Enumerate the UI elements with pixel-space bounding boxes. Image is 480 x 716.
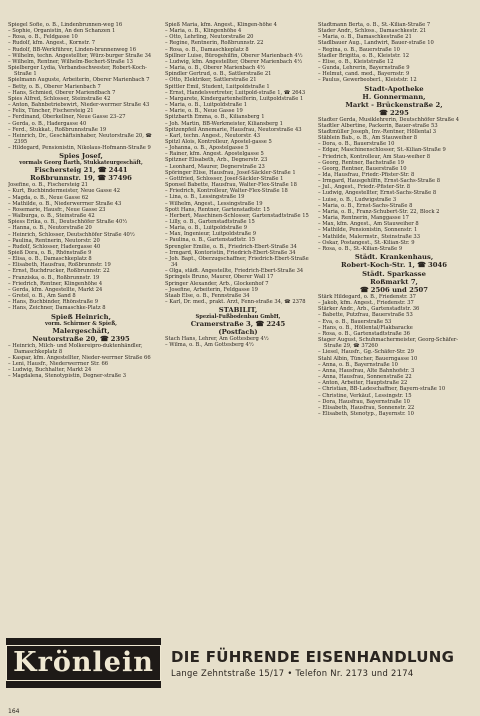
directory-entry: – Georg, Rentner, Bauerstraße 10 <box>318 165 407 172</box>
directory-entry: – Christian, BB-Ladeschaffner, Bayern-straße 10 <box>318 386 446 393</box>
directory-entry: – Ida, Hausfrau, Friedr.-Pfister-Str. 8 <box>318 171 415 178</box>
directory-entry: – Paulina, Rentnerin, Neutorstr. 20 <box>8 237 100 244</box>
business-listing <box>318 85 470 117</box>
business-listing <box>318 253 470 269</box>
directory-entry: – Regina, o. B., Bauerstraße 10 <box>318 46 400 53</box>
directory-entry: – Franziska, o. B., Roßbrunnstr. 19 <box>8 274 100 281</box>
directory-entry: – Elise, o. B., Kleiststraße 12 <box>318 58 394 65</box>
directory-entry: – Johanna, o. B., Apostelgasse 5 <box>165 145 249 152</box>
directory-entry: – Marie, o. B., Neue Gasse 19 <box>165 108 243 115</box>
directory-entry: Spitzl Alois, Kontrolleur, Apostel-gasse 5 <box>165 138 272 145</box>
directory-entry: – Max, Ingenieur, Luitpoldstraße 9 <box>165 231 257 238</box>
directory-entry: – Luise, o. B., Ludwigstraße 3 <box>318 196 397 203</box>
directory-entry: – Gerda, kfm. Angestellte, Markt 24 <box>8 286 103 293</box>
directory-entry: – Friedrich, Rentner, Klingenhöhe 4 <box>8 280 103 287</box>
directory-entry: – Leonhard, Maurer, Degnerstraße 23 <box>165 163 265 170</box>
directory-entry: – Ernst, Handelsvertreter, Luitpold-straße 1, ☎ 2643 <box>165 89 306 96</box>
directory-entry: – Mathilde, Malermstr., Steinstraße 33 <box>318 233 421 240</box>
directory-entry: – Josefine, Arbeiterin, Feldgasse 19 <box>165 286 258 293</box>
directory-entry: – Babette, Putzfrau, Bauerstraße 53 <box>318 312 413 319</box>
directory-entry: – Wilhelm, Angest., Lessingstraße 19 <box>165 200 263 207</box>
directory-entry: – Lilly, o. B., Gartenstadtstraße 15 <box>165 219 255 225</box>
directory-entry: Sponsel Babette, Hausfrau, Walter-Flex-Straße 18 <box>165 182 297 189</box>
directory-entry: Sprengler Emilie, o. B., Friedrich-Ebert-Straße 34 <box>165 243 297 250</box>
directory-entry: – Rosemarie, Hausfr., Neue Gasse 23 <box>8 206 106 213</box>
directory-entry: – Hans, Buchbinder, Rhönstraße 9 <box>8 299 98 306</box>
business-address: H. Gonnermann, <box>362 92 426 101</box>
directory-entry: – Heinrich, Milch- und Molkereipro-duktenhändler, Damaschkeplatz 8 <box>8 342 143 355</box>
directory-entry: – Rudolf, Schlosser, Hadergasse 40 <box>8 243 101 250</box>
directory-entry: – Edgar, Maschinenschlosser, St.-Kilian-Straße 9 <box>318 147 446 154</box>
directory-entry: Stager August, Schuhmachermeister, Georg-Schäfer-Straße 29, ☎ 37260 <box>318 337 459 350</box>
business-address: Roßbrunnstr. 19, ☎ 37496 <box>30 174 132 183</box>
directory-entry: – Wilhelm, Rentner, Wilhelm-Bechert-Straße 13 <box>8 58 133 65</box>
directory-entry: – Elisabeth, Hausfrau, Roßbrunnstr. 19 <box>8 262 111 269</box>
directory-entry: – Maria, o. B., Klingenhöhe 4 <box>165 28 242 35</box>
directory-entry: – Georg, Rentner, Bachstraße 19 <box>318 159 404 166</box>
directory-entry: – Herbert, Maschinen-Schlosser, Gartenstadtstraße 15 <box>165 212 309 219</box>
directory-entry: – Rudolf, BB-Werkführer, Linden-brunnenweg 16 <box>8 46 137 53</box>
directory-entry: – Mathilde, o. B., Niederwerrner Straße 43 <box>8 200 122 207</box>
directory-entry: Spies Alfred, Schlosser, Steinstraße 42 <box>8 95 111 102</box>
business-subtitle: vormals Georg Barth, Stukkateurgeschäft, <box>19 160 143 167</box>
directory-entry: – Wilma, o. B., Am Gottesberg 4½ <box>165 342 254 349</box>
directory-entry: – Anna, o. B., Bayernstraße 10 <box>318 361 398 368</box>
directory-entry: – Christine, Verkäuf., Lessingstr. 15 <box>318 392 412 399</box>
business-subtitle: Spezial-Fußbodenbau GmbH, <box>195 314 281 321</box>
business-name: Städt. Krankenhaus, <box>354 253 434 261</box>
directory-entry: – Irmgard, Kontoristin, Friedrich-Ebert-Straße 34 <box>165 249 296 256</box>
business-address: ☎ 2506 und 2507 <box>359 286 429 294</box>
directory-entry: – Ernst, Buchdrucker, Roßbrunnstr. 22 <box>8 268 110 275</box>
logo-text: Krönlein <box>6 645 161 681</box>
directory-entry: – Maria, o. B., Ernst-Sachs-Straße 8 <box>318 202 413 209</box>
directory-entry: Stadler Brigitta, o. B., Kleiststr. 12 <box>318 52 410 59</box>
ad-title: DIE FÜHRENDE EISENHANDLUNG <box>171 648 455 666</box>
directory-entry: – Dora, Hausfrau, Bayernstraße 10 <box>318 398 410 405</box>
directory-entry: – Sophie, Organistin, An den Schanzen 1 <box>8 28 116 35</box>
directory-entry: Spitzner Elisabeth, Arb., Degnerstr. 23 <box>165 157 268 164</box>
business-name: Stadt-Apotheke <box>364 84 424 93</box>
directory-entry: Spielberger Lydia, Verbandsschwester, Robert-Koch-Straße 1 <box>8 65 147 78</box>
directory-entry: – Rosa, o. B., Feldgasse 10 <box>8 34 78 41</box>
ad-text-block <box>161 638 472 688</box>
business-listing <box>8 313 154 343</box>
directory-entry: – Hans, o. B., Höllental/Flakbaracke <box>318 324 413 331</box>
directory-entry: Stäblein Bab., o. B., Am Stauweiher 8 <box>318 135 418 142</box>
directory-entry: – Ferd., Stukkat., Roßbrunnstraße 19 <box>8 126 107 133</box>
directory-entry: – Maria, o. B., Franz-Schubert-Str. 22, Block 2 <box>318 208 440 215</box>
directory-entry: – Irmgard, Hausgehilfin, Ernst-Sachs-Straße 8 <box>318 178 441 185</box>
directory-entry: – Friedrich, Kontrolleur, Walter-Flex-Straße 18 <box>165 188 288 195</box>
directory-entry: – Margarete, Kindergartenhelferin, Luitpoldstraße 1 <box>165 95 304 102</box>
directory-entry: – Karl, Dr. med., prakt. Arzt, Fenn-straße 34, ☎ 2378 <box>165 299 306 306</box>
directory-entry: – Anna, Hausfrau, Sonnenstraße 22 <box>318 374 412 381</box>
ad-address-line: Lange Zehntstraße 15/17 • Telefon Nr. 2173 und 2174 <box>171 668 414 678</box>
directory-entry: Stader Andr., Schloss., Damaschkestr. 21 <box>318 28 427 35</box>
directory-entry: Stadter Gerda, Musiklehrerin, Deutschhöfer Straße 4 <box>318 116 460 123</box>
directory-entry: – Anton, Arbeiter, Hauptstraße 22 <box>318 380 408 387</box>
directory-entry: Spielmann Auguste, Arbeiterin, Oberer Marienbach 7 <box>8 77 150 84</box>
business-address: Malergeschäft, <box>52 326 110 335</box>
directory-entry: – Betty, o. B., Oberer Marienbach 7 <box>8 83 101 90</box>
business-name: Städt. Sparkasse <box>362 270 426 278</box>
directory-entry: – Jul., Angest., Friedr.-Pfister-Str. 8 <box>318 184 411 191</box>
directory-entry: – Hans, Zeichner, Damaschke-Platz 8 <box>8 305 106 312</box>
directory-entry: Josefine, o. B., Fischersteig 21 <box>8 182 88 189</box>
directory-entry: Spillner Luise, Bürogehilfin, Oberer Marienbach 4½ <box>165 52 303 59</box>
directory-entry: Stadtmüller Joseph, Inv.-Rentner, Höllental 3 <box>318 128 437 135</box>
directory-entry: – Lina, o. B., Lessingstraße 19 <box>165 194 245 201</box>
directory-entry: – Max, kfm. Angest., Am Stauweiher 8 <box>318 221 419 228</box>
directory-entry: – Otto, Elektriker, Sattlerstraße 21 <box>165 77 257 84</box>
business-name: STABILIT, <box>218 306 258 315</box>
business-name: Spies Josef, <box>59 152 103 161</box>
directory-entry: – Kurt, Buchbindermeister, Neue Gasse 42 <box>8 188 121 195</box>
directory-entry: Spöringer Elise, Hausfrau, Josef-Säckler-Straße 1 <box>165 169 296 176</box>
directory-entry: – Oskar, Postangest., St.-Kilian-Str. 9 <box>318 239 415 246</box>
business-address: Robert-Koch-Str. 1, ☎ 3046 <box>341 261 447 269</box>
directory-entry: Stahl Albin, Tüncher, Bauerngasse 10 <box>318 355 418 362</box>
business-address: Fischersteig 21, ☎ 2441 <box>34 166 128 175</box>
directory-entry: – Walburga, o. B., Steinstraße 42 <box>8 213 95 220</box>
directory-entry: – Magdalena, Stenotypistin, Degner-straße 3 <box>8 373 127 380</box>
directory-entry: – Felix, Tüncher, Fischersteig 21 <box>8 108 94 115</box>
directory-entry: – Liesel, Hausfr., Gg.-Schäfer-Str. 29 <box>318 349 414 356</box>
directory-entry: – Gunda, Lehrerin, Bayernstraße 9 <box>318 65 410 72</box>
directory-entry: – Rosa, o. B., Damaschkeplatz 8 <box>165 46 249 53</box>
directory-entry: – Elisabeth, Stenotyp., Bayernstr. 10 <box>318 410 414 417</box>
column-2 <box>165 22 311 349</box>
directory-entry: – Kaspar, kfm. Angestellter, Nieder-werrner Straße 66 <box>8 354 151 361</box>
business-address: (Postfach) <box>218 328 258 337</box>
directory-entry: – Otto, Lehrling, Neutorstraße 20 <box>165 34 254 41</box>
directory-entry: Stadlbauer Aug., Landwirt, Bauer-straße 10 <box>318 40 434 47</box>
directory-entry: – Hanna, o. B., Neutorstraße 20 <box>8 225 92 232</box>
directory-entry: – Rainer, kfm. Angest. Apostelgasse 5 <box>165 151 264 158</box>
directory-entry: – Rudolf, kfm. Angest., Kornstr. 7 <box>8 40 96 47</box>
directory-entry: Spott Hans, Rentner, Gartenstadtstr. 15 <box>165 206 270 213</box>
directory-entry: – Dora, o. B., Bauerstraße 10 <box>318 141 395 148</box>
column-3 <box>318 22 470 417</box>
directory-entry: – Ferdinand, Oberkellner, Neue Gasse 23–27 <box>8 114 126 121</box>
directory-entry: – Elisa, o. B., Damaschkeplatz 8 <box>8 256 92 263</box>
directory-entry: – Maria, o. B., Damaschkestraße 21 <box>318 34 412 41</box>
column-1 <box>8 22 154 380</box>
directory-entry: – Gottfried, Schlosser, Josef-Säckler-Straße 1 <box>165 175 284 182</box>
directory-entry: – Eva, o. B., Bauerstraße 53 <box>318 318 392 325</box>
directory-entry: Spitzenpfeil Annemarie, Hausfrau, Neutorstraße 43 <box>165 126 302 133</box>
business-address: Roßmarkt 7, <box>370 278 418 286</box>
directory-entry: – Ludwig, kfm. Angestellter, Oberer Marienbach 4½ <box>165 58 303 65</box>
kroenlein-logo <box>6 638 161 688</box>
business-address: Cramerstraße 3, ☎ 2245 <box>190 320 286 329</box>
directory-entry: Staab Else, o. B., Fennstraße 34 <box>165 292 250 299</box>
advertisement-banner <box>6 638 472 688</box>
directory-entry: – Maria, o. B., Luitpoldstraße 9 <box>165 225 248 232</box>
directory-entry: Spindler Gertrud, o. B., Sattlerstraße 21 <box>165 71 272 78</box>
business-name: Spieß Heinrich, <box>51 312 111 321</box>
directory-entry: – Karl, techn. Angest., Neutorstr. 43 <box>165 132 261 139</box>
directory-entry: – Magda, o. B., Neue Gasse 62 <box>8 194 89 201</box>
directory-entry: Spieß Dora, o. B., Rhönstraße 9 <box>8 250 92 256</box>
directory-entry: – Regine, Rentnerin, Roßbrunnstr. 22 <box>165 40 264 47</box>
directory-entry: Springels Bruno, Maurer, Oberer Wall 17 <box>165 274 274 281</box>
directory-entry: Spitzbarth Emma, o. B., Kiliansberg 1 <box>165 114 265 121</box>
directory-entry: – Wilhelm, techn. Angestellter, Würz-burger Straße 34 <box>8 52 152 59</box>
directory-entry: Stadtler Albertine, Packerin, Bauer-straße 53 <box>318 122 438 129</box>
directory-entry: – Maria, Rentnerin, Manggasse 17 <box>318 215 409 222</box>
directory-entry: – Hans, Schmied, Oberer Mariendbach 7 <box>8 89 116 96</box>
business-address: Markt - Brückenstraße 2, <box>345 100 443 109</box>
directory-entry: – Ludwig, Angestellter, Ernst-Sachs-Straße 8 <box>318 190 437 197</box>
directory-entry: – Heinrich, Dr., Geschäftsinhaber, Neutorstraße 20, ☎ 2395 <box>8 132 152 145</box>
directory-entry: – Anton, Bahnbetriebswirt, Nieder-werrner Straße 43 <box>8 102 150 109</box>
directory-entry: – Anna, Hausfrau, Alte Bahnhofstr. 3 <box>318 367 415 374</box>
directory-entry: – Friedrich, Kontrolleur, Am Stau-weiher 8 <box>318 153 431 160</box>
business-listing <box>318 270 470 294</box>
directory-entry: Stärk Hildegard, o. B., Friedenstr. 37 <box>318 294 416 300</box>
directory-entry: – Paulina, o. B., Gartenstadtstr. 15 <box>165 237 256 244</box>
directory-entry: – Hildegard, Pensionistin, Nikolaus-Hofmann-Straße 9 <box>8 145 151 152</box>
business-listing <box>165 306 311 336</box>
directory-entry: – Ludwig, Buchhalter, Markt 24 <box>8 367 92 374</box>
directory-entry: – Joh. Bapt., Oberzugschaffner, Friedrich-Ebert-Straße 34 <box>165 255 309 269</box>
directory-entry: – Rosa, o. B., St.-Kilian-Straße 9 <box>318 245 403 252</box>
directory-entry: – Helmut, cand. med., Bayernstr. 9 <box>318 71 410 78</box>
directory-entry: – Maria, o. B., Luitpoldstraße 1 <box>165 102 248 109</box>
directory-entry: – Gretel, o. B., Am Sand 8 <box>8 293 76 300</box>
directory-entry: – Gerda, o. B., Hadergasse 40 <box>8 120 87 127</box>
directory-entry: Stärker Andr., Arb., Gartenstadtstr. 36 <box>318 306 420 313</box>
business-subtitle: vorm. Schirmer & Spieß, <box>45 320 117 327</box>
directory-entry: – Elisabeth, Hausfrau, Sonnenstr. 22 <box>318 404 415 411</box>
directory-entry: – Joh. Martin, BB-Werkmeister, Kiliansberg 1 <box>165 120 283 127</box>
directory-entry: – Jakob, kfm. Angest., Friedenstr. 37 <box>318 300 414 307</box>
directory-entry: – Rosa, o. B., Gartenstadtstraße 36 <box>318 330 410 337</box>
directory-entry: Spiess Erika, o. B., Deutschhöfer Straße 40½ <box>8 219 128 226</box>
page-number: 164 <box>8 708 20 715</box>
directory-entry: – Maria, o. B., Oberer Marienbach 4½ <box>165 65 266 72</box>
directory-entry: – Paulus, Gewerbeoberl., Kleiststr. 12 <box>318 77 417 84</box>
business-address: Neutorstraße 20, ☎ 2395 <box>32 334 130 343</box>
directory-entry: Spiegel Sofie, o. B., Lindenbrunnen-weg 16 <box>8 22 123 28</box>
directory-entry: Stach Hans, Lehrer, Am Gottesberg 4½ <box>165 336 269 343</box>
directory-entry: Springer Alexander, Arb., Glockenhof 7 <box>165 280 269 287</box>
directory-entry: Spieß Maria, kfm. Angest., Klingen-höhe 4 <box>165 22 277 28</box>
directory-entry: – Mathilde, Pensionistin, Sonnenstr. 1 <box>318 227 418 234</box>
directory-entry: – Olga, städt. Angestellte, Friedrich-Ebert-Straße 34 <box>165 268 304 275</box>
directory-entry: Spittler Emil, Student, Luitpoldstraße 1 <box>165 83 270 90</box>
directory-entry: Stadtmann Berta, o. B., St.-Kilian-Straße 7 <box>318 22 431 28</box>
directory-entry: – Heinrich, Schlosser, Deutschhöfer Straße 40½ <box>8 231 135 238</box>
business-listing <box>8 152 154 182</box>
business-address: ☎ 2295 <box>379 108 409 117</box>
directory-entry: – Leni, Hausfr., Niederwerrner Str. 66 <box>8 361 109 368</box>
